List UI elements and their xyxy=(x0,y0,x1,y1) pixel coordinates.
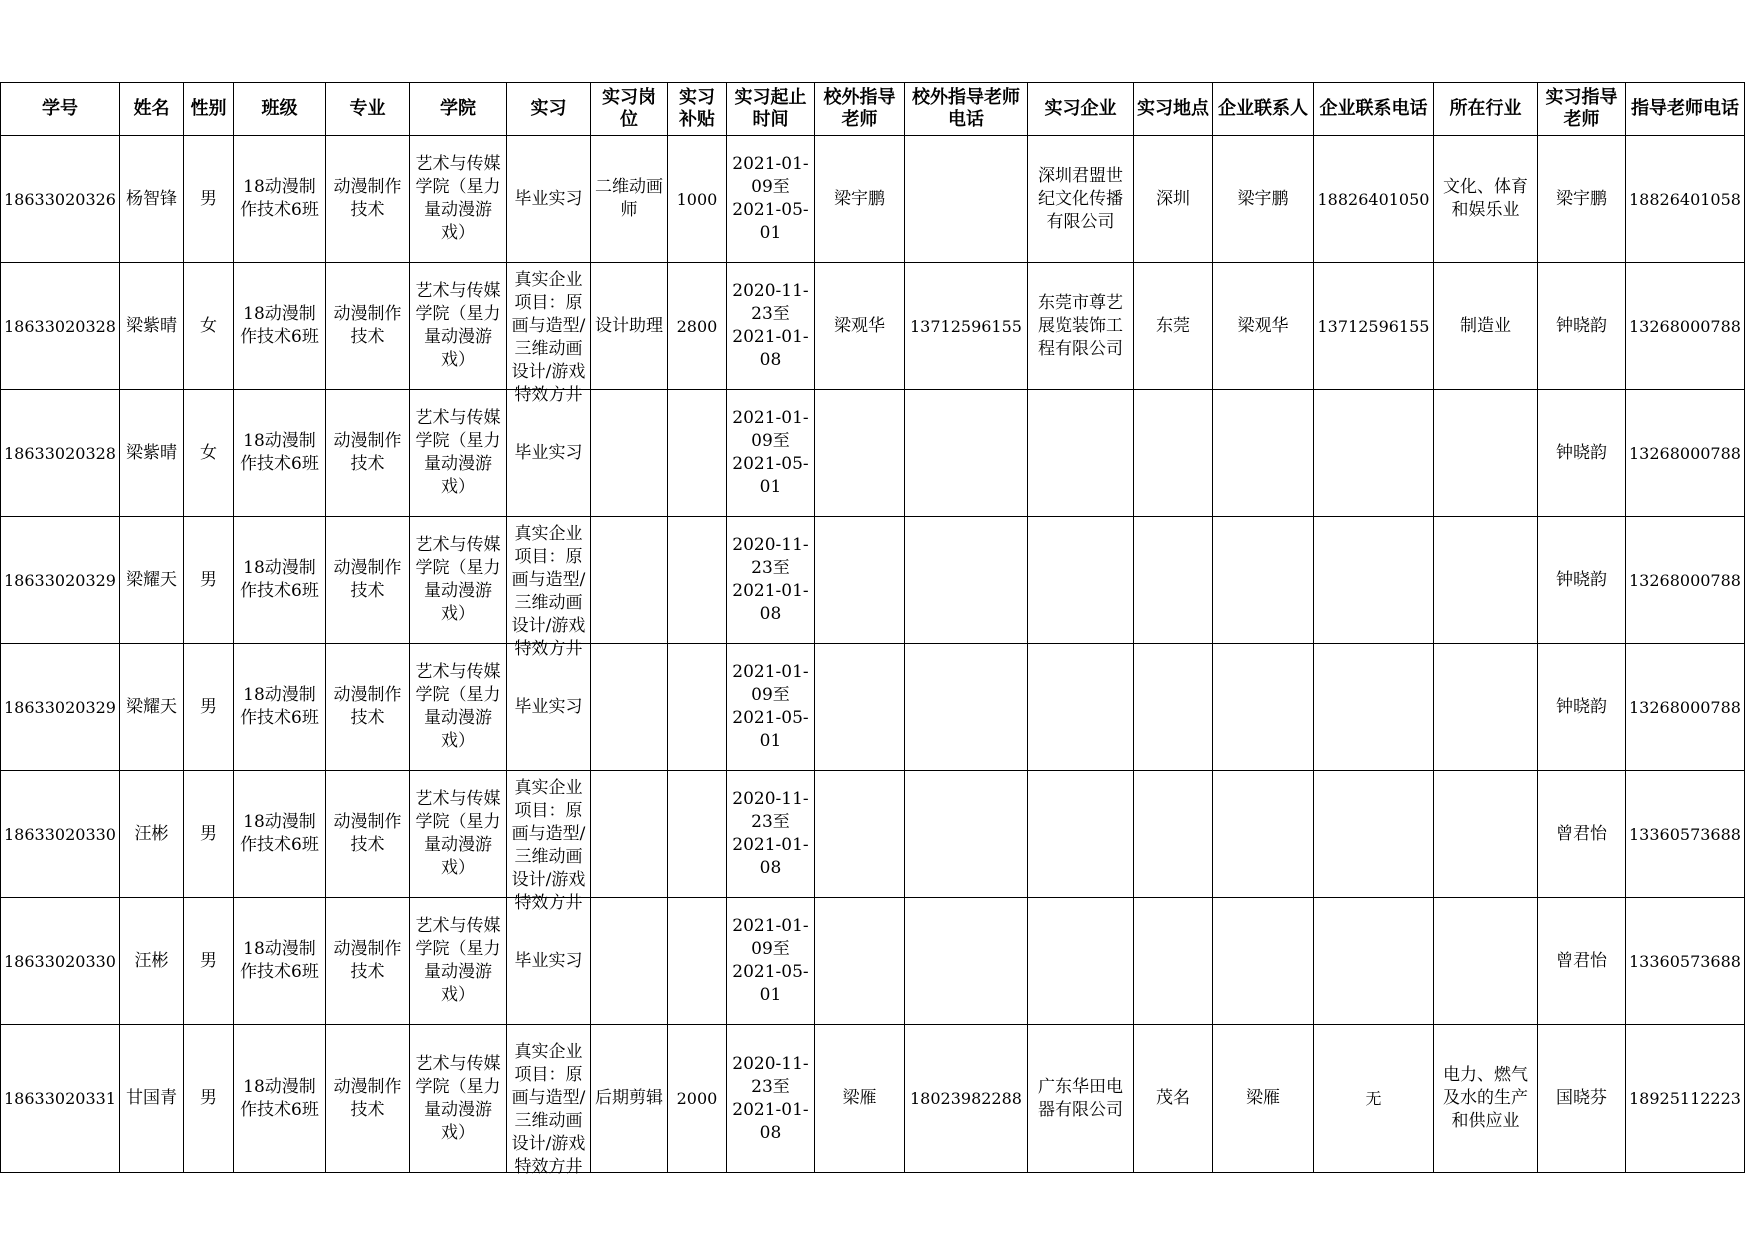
cell-company xyxy=(1027,771,1133,898)
header-internship: 实习 xyxy=(506,83,590,136)
cell-text: 真实企业项目：原画与造型/三维动画设计/游戏特效方井 xyxy=(511,523,586,659)
cell-company-phone xyxy=(1313,390,1433,517)
table-row xyxy=(1,644,1745,771)
cell-industry xyxy=(1433,517,1537,644)
cell-gender: 男 xyxy=(183,136,233,263)
cell-mentor-phone: 13360573688 xyxy=(1625,771,1744,898)
cell-period: 2021-01-09至2021-05-01 xyxy=(726,898,814,1025)
cell-internship xyxy=(506,771,590,913)
cell-subsidy xyxy=(667,898,726,1025)
cell-college xyxy=(409,898,506,1025)
cell-college xyxy=(409,263,506,390)
cell-location xyxy=(1133,644,1212,771)
cell-name: 梁耀天 xyxy=(119,517,183,644)
cell-external-mentor-phone xyxy=(904,136,1027,263)
cell-external-mentor-phone xyxy=(904,390,1027,517)
cell-text: 毕业实习 xyxy=(514,696,583,717)
cell-position: 设计助理 xyxy=(590,263,667,390)
cell-class: 18动漫制作技术6班 xyxy=(233,263,325,390)
cell-mentor-phone: 13268000788 xyxy=(1625,517,1744,644)
cell-name: 梁紫晴 xyxy=(119,390,183,517)
cell-gender: 男 xyxy=(183,898,233,1025)
cell-text: 毕业实习 xyxy=(514,950,583,971)
cell-major: 动漫制作技术 xyxy=(325,1025,409,1173)
cell-mentor-phone: 13268000788 xyxy=(1625,644,1744,771)
cell-company: 东莞市尊艺展览装饰工程有限公司 xyxy=(1027,263,1133,390)
cell-college xyxy=(409,390,506,517)
header-class: 班级 xyxy=(233,83,325,136)
header-student-id: 学号 xyxy=(1,83,120,136)
cell-text: 艺术与传媒学院（星力量动漫游戏） xyxy=(415,281,501,370)
cell-major: 动漫制作技术 xyxy=(325,898,409,1025)
cell-industry xyxy=(1433,390,1537,517)
cell-external-mentor-phone xyxy=(904,771,1027,898)
cell-external-mentor: 梁雁 xyxy=(814,1025,904,1173)
cell-mentor: 钟晓韵 xyxy=(1537,517,1625,644)
table-row xyxy=(1,517,1745,644)
cell-text: 艺术与传媒学院（星力量动漫游戏） xyxy=(415,789,501,878)
header-industry: 所在行业 xyxy=(1433,83,1537,136)
cell-student-id: 18633020329 xyxy=(1,644,120,771)
header-company-contact: 企业联系人 xyxy=(1212,83,1313,136)
cell-internship xyxy=(506,263,590,405)
cell-class: 18动漫制作技术6班 xyxy=(233,1025,325,1173)
cell-subsidy: 2800 xyxy=(667,263,726,390)
header-name: 姓名 xyxy=(119,83,183,136)
table-row xyxy=(1,136,1745,263)
cell-location: 东莞 xyxy=(1133,263,1212,390)
cell-industry: 制造业 xyxy=(1433,263,1537,390)
header-company-phone: 企业联系电话 xyxy=(1313,83,1433,136)
cell-external-mentor-phone xyxy=(904,517,1027,644)
cell-mentor: 曾君怡 xyxy=(1537,898,1625,1025)
header-position: 实习岗位 xyxy=(590,83,667,136)
cell-college xyxy=(409,1025,506,1173)
cell-college xyxy=(409,644,506,771)
cell-period: 2021-01-09至2021-05-01 xyxy=(726,390,814,517)
cell-text: 艺术与传媒学院（星力量动漫游戏） xyxy=(415,154,501,243)
cell-company-contact xyxy=(1212,390,1313,517)
cell-mentor-phone: 13268000788 xyxy=(1625,263,1744,390)
cell-position xyxy=(590,898,667,1025)
header-period: 实习起止时间 xyxy=(726,83,814,136)
cell-text: 毕业实习 xyxy=(514,188,583,209)
cell-company-phone xyxy=(1313,771,1433,898)
cell-industry xyxy=(1433,644,1537,771)
cell-internship xyxy=(506,136,590,263)
cell-company-contact xyxy=(1212,771,1313,898)
header-major: 专业 xyxy=(325,83,409,136)
cell-mentor: 曾君怡 xyxy=(1537,771,1625,898)
cell-company-phone: 13712596155 xyxy=(1313,263,1433,390)
cell-name: 甘国青 xyxy=(119,1025,183,1173)
cell-gender: 男 xyxy=(183,771,233,898)
cell-gender: 男 xyxy=(183,644,233,771)
cell-text: 真实企业项目：原画与造型/三维动画设计/游戏特效方井 xyxy=(511,1042,586,1177)
cell-mentor-phone: 18826401058 xyxy=(1625,136,1744,263)
cell-text: 毕业实习 xyxy=(514,442,583,463)
cell-mentor-phone: 18925112223 xyxy=(1625,1025,1744,1173)
cell-industry xyxy=(1433,771,1537,898)
cell-gender: 男 xyxy=(183,517,233,644)
cell-company-contact xyxy=(1212,898,1313,1025)
cell-company-contact xyxy=(1212,644,1313,771)
cell-major: 动漫制作技术 xyxy=(325,390,409,517)
cell-company xyxy=(1027,517,1133,644)
cell-class: 18动漫制作技术6班 xyxy=(233,771,325,898)
cell-company-contact: 梁雁 xyxy=(1212,1025,1313,1173)
cell-external-mentor xyxy=(814,390,904,517)
cell-company: 深圳君盟世纪文化传播有限公司 xyxy=(1027,136,1133,263)
cell-company-contact: 梁观华 xyxy=(1212,263,1313,390)
header-location: 实习地点 xyxy=(1133,83,1212,136)
cell-position: 后期剪辑 xyxy=(590,1025,667,1173)
cell-text: 艺术与传媒学院（星力量动漫游戏） xyxy=(415,535,501,624)
cell-external-mentor xyxy=(814,898,904,1025)
cell-college xyxy=(409,771,506,898)
cell-subsidy xyxy=(667,644,726,771)
cell-gender: 男 xyxy=(183,1025,233,1173)
cell-subsidy: 1000 xyxy=(667,136,726,263)
cell-mentor-phone: 13268000788 xyxy=(1625,390,1744,517)
cell-period: 2020-11-23至2021-01-08 xyxy=(726,1025,814,1173)
cell-major: 动漫制作技术 xyxy=(325,644,409,771)
cell-company-contact xyxy=(1212,517,1313,644)
cell-student-id: 18633020331 xyxy=(1,1025,120,1173)
cell-company xyxy=(1027,390,1133,517)
cell-location: 茂名 xyxy=(1133,1025,1212,1173)
cell-major: 动漫制作技术 xyxy=(325,771,409,898)
cell-major: 动漫制作技术 xyxy=(325,263,409,390)
table-row xyxy=(1,771,1745,898)
internship-table xyxy=(0,82,1745,1177)
cell-text: 艺术与传媒学院（星力量动漫游戏） xyxy=(415,916,501,1005)
cell-college xyxy=(409,517,506,644)
cell-mentor: 钟晓韵 xyxy=(1537,263,1625,390)
cell-position: 二维动画师 xyxy=(590,136,667,263)
cell-external-mentor-phone xyxy=(904,898,1027,1025)
header-external-mentor: 校外指导老师 xyxy=(814,83,904,136)
cell-mentor: 国晓芬 xyxy=(1537,1025,1625,1173)
cell-class: 18动漫制作技术6班 xyxy=(233,136,325,263)
cell-mentor: 钟晓韵 xyxy=(1537,390,1625,517)
cell-mentor: 梁宇鹏 xyxy=(1537,136,1625,263)
cell-industry: 电力、燃气及水的生产和供应业 xyxy=(1433,1025,1537,1173)
cell-text: 艺术与传媒学院（星力量动漫游戏） xyxy=(415,1053,501,1143)
cell-subsidy: 2000 xyxy=(667,1025,726,1173)
cell-mentor: 钟晓韵 xyxy=(1537,644,1625,771)
cell-internship xyxy=(506,898,590,1025)
cell-period: 2021-01-09至2021-05-01 xyxy=(726,644,814,771)
table-row xyxy=(1,390,1745,517)
cell-company xyxy=(1027,644,1133,771)
cell-period: 2021-01-09至2021-05-01 xyxy=(726,136,814,263)
cell-mentor-phone: 13360573688 xyxy=(1625,898,1744,1025)
cell-external-mentor xyxy=(814,644,904,771)
cell-company: 广东华田电器有限公司 xyxy=(1027,1025,1133,1173)
cell-period: 2020-11-23至2021-01-08 xyxy=(726,771,814,898)
cell-text: 艺术与传媒学院（星力量动漫游戏） xyxy=(415,662,501,751)
cell-student-id: 18633020330 xyxy=(1,898,120,1025)
cell-external-mentor-phone xyxy=(904,644,1027,771)
cell-location xyxy=(1133,517,1212,644)
table-row xyxy=(1,1025,1745,1173)
cell-name: 汪彬 xyxy=(119,898,183,1025)
header-subsidy: 实习补贴 xyxy=(667,83,726,136)
cell-external-mentor: 梁观华 xyxy=(814,263,904,390)
cell-name: 梁紫晴 xyxy=(119,263,183,390)
cell-industry xyxy=(1433,898,1537,1025)
cell-name: 梁耀天 xyxy=(119,644,183,771)
cell-student-id: 18633020330 xyxy=(1,771,120,898)
header-gender: 性别 xyxy=(183,83,233,136)
cell-internship xyxy=(506,390,590,517)
cell-external-mentor-phone: 13712596155 xyxy=(904,263,1027,390)
header-external-mentor-phone: 校外指导老师电话 xyxy=(904,83,1027,136)
cell-company-phone xyxy=(1313,898,1433,1025)
cell-external-mentor xyxy=(814,517,904,644)
header-row xyxy=(1,83,1745,136)
cell-location xyxy=(1133,898,1212,1025)
cell-class: 18动漫制作技术6班 xyxy=(233,390,325,517)
cell-company-contact: 梁宇鹏 xyxy=(1212,136,1313,263)
cell-college xyxy=(409,136,506,263)
cell-name: 汪彬 xyxy=(119,771,183,898)
cell-name: 杨智锋 xyxy=(119,136,183,263)
cell-major: 动漫制作技术 xyxy=(325,517,409,644)
cell-location xyxy=(1133,771,1212,898)
header-mentor: 实习指导老师 xyxy=(1537,83,1625,136)
cell-location: 深圳 xyxy=(1133,136,1212,263)
cell-text: 真实企业项目：原画与造型/三维动画设计/游戏特效方井 xyxy=(511,269,586,405)
header-company: 实习企业 xyxy=(1027,83,1133,136)
header-college: 学院 xyxy=(409,83,506,136)
cell-position xyxy=(590,390,667,517)
cell-position xyxy=(590,644,667,771)
cell-internship xyxy=(506,1025,590,1177)
cell-company xyxy=(1027,898,1133,1025)
cell-student-id: 18633020328 xyxy=(1,390,120,517)
cell-text: 艺术与传媒学院（星力量动漫游戏） xyxy=(415,408,501,497)
cell-class: 18动漫制作技术6班 xyxy=(233,898,325,1025)
cell-student-id: 18633020328 xyxy=(1,263,120,390)
cell-subsidy xyxy=(667,517,726,644)
cell-internship xyxy=(506,644,590,771)
cell-subsidy xyxy=(667,390,726,517)
cell-external-mentor-phone: 18023982288 xyxy=(904,1025,1027,1173)
cell-text: 真实企业项目：原画与造型/三维动画设计/游戏特效方井 xyxy=(511,777,586,913)
cell-location xyxy=(1133,390,1212,517)
cell-class: 18动漫制作技术6班 xyxy=(233,517,325,644)
cell-industry: 文化、体育和娱乐业 xyxy=(1433,136,1537,263)
cell-subsidy xyxy=(667,771,726,898)
cell-company-phone: 无 xyxy=(1313,1025,1433,1173)
cell-gender: 女 xyxy=(183,263,233,390)
cell-class: 18动漫制作技术6班 xyxy=(233,644,325,771)
header-mentor-phone: 指导老师电话 xyxy=(1625,83,1744,136)
cell-student-id: 18633020326 xyxy=(1,136,120,263)
cell-gender: 女 xyxy=(183,390,233,517)
cell-period: 2020-11-23至2021-01-08 xyxy=(726,263,814,390)
cell-position xyxy=(590,771,667,898)
table-row xyxy=(1,263,1745,390)
cell-company-phone xyxy=(1313,644,1433,771)
cell-company-phone: 18826401050 xyxy=(1313,136,1433,263)
cell-position xyxy=(590,517,667,644)
cell-internship xyxy=(506,517,590,659)
cell-company-phone xyxy=(1313,517,1433,644)
table-row xyxy=(1,898,1745,1025)
cell-major: 动漫制作技术 xyxy=(325,136,409,263)
cell-student-id: 18633020329 xyxy=(1,517,120,644)
cell-external-mentor xyxy=(814,771,904,898)
cell-period: 2020-11-23至2021-01-08 xyxy=(726,517,814,644)
cell-external-mentor: 梁宇鹏 xyxy=(814,136,904,263)
